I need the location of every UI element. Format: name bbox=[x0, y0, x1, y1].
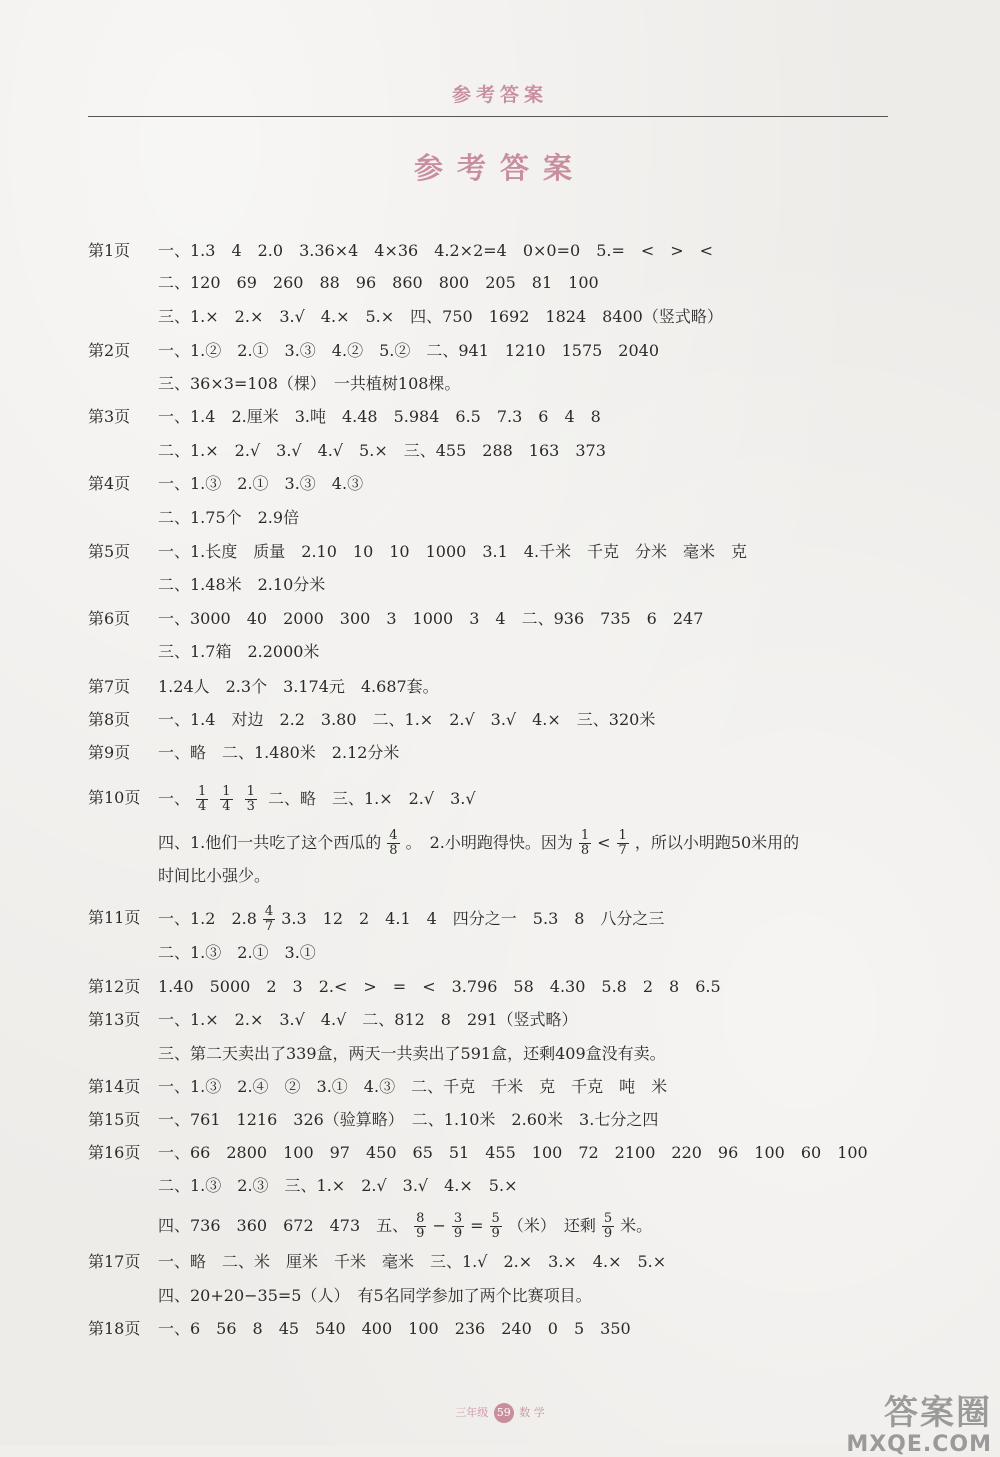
page-label: 第7页 bbox=[88, 677, 131, 696]
answer-text: 三、第二天卖出了339盒，两天一共卖出了591盒，还剩409盒没有卖。 bbox=[158, 1044, 666, 1063]
answer-text bbox=[158, 829, 799, 858]
denominator: 3 bbox=[246, 799, 255, 814]
numerator: 5 bbox=[491, 1211, 500, 1226]
page-title: 参考答案 bbox=[413, 151, 586, 185]
denominator: 4 bbox=[198, 799, 207, 814]
answer-text bbox=[158, 905, 664, 934]
numerator: 4 bbox=[389, 828, 398, 843]
answer-text: 1.40 5000 2 3 2.< > = < 3.796 58 4.30 5.8 2 8 6.5 bbox=[158, 977, 721, 996]
fraction bbox=[452, 1212, 464, 1241]
footer-grade: 三年级 bbox=[455, 1406, 489, 1419]
answer-text: 二、1.③ 2.① 3.① bbox=[158, 943, 316, 962]
page-label: 第6页 bbox=[88, 609, 131, 628]
page-label: 第3页 bbox=[88, 407, 131, 426]
fraction bbox=[602, 1212, 614, 1241]
answer-text: 一、1.③ 2.④ ② 3.① 4.③ 二、千克 千米 克 千克 吨 米 bbox=[158, 1077, 668, 1096]
numerator: 8 bbox=[416, 1211, 425, 1226]
answer-row bbox=[0, 240, 1000, 262]
page-label: 第4页 bbox=[88, 474, 131, 493]
answer-segment: 二、略 三、1.× 2.√ 3.√ bbox=[267, 789, 476, 808]
denominator: 8 bbox=[580, 843, 590, 858]
answer-text: 二、120 69 260 88 96 860 800 205 81 100 bbox=[158, 273, 599, 292]
answer-row bbox=[0, 709, 1000, 731]
answer-text: 一、6 56 8 45 540 400 100 236 240 0 5 350 bbox=[158, 1319, 631, 1338]
numerator: 1 bbox=[580, 828, 590, 843]
watermark-title: 答案圈 bbox=[884, 1393, 992, 1433]
page-label: 第1页 bbox=[88, 241, 131, 260]
answer-segment: 3.3 12 2 4.1 4 四分之一 5.3 8 八分之三 bbox=[281, 909, 665, 928]
answer-text: 一、1.③ 2.① 3.③ 4.③ bbox=[158, 474, 364, 493]
denominator: 7 bbox=[264, 919, 274, 934]
answer-row bbox=[0, 829, 1000, 857]
denominator: 9 bbox=[491, 1226, 500, 1241]
answer-segment: （米） 还剩 bbox=[507, 1216, 596, 1235]
answer-text: 时间比小强少。 bbox=[158, 866, 271, 885]
fraction bbox=[414, 1212, 426, 1241]
denominator: 9 bbox=[416, 1226, 425, 1241]
numerator: 1 bbox=[222, 784, 231, 799]
answer-row bbox=[0, 1318, 1000, 1340]
page-label: 第16页 bbox=[88, 1143, 141, 1162]
answer-text: 一、略 二、米 厘米 千米 毫米 三、1.√ 2.× 3.× 4.× 5.× bbox=[158, 1252, 667, 1271]
answer-row bbox=[0, 1142, 1000, 1164]
numerator: 1 bbox=[198, 784, 207, 799]
answer-text: 一、1.② 2.① 3.③ 4.② 5.② 二、941 1210 1575 2040 bbox=[158, 341, 660, 360]
numerator: 1 bbox=[246, 784, 255, 799]
denominator: 9 bbox=[453, 1226, 463, 1241]
answer-row bbox=[0, 976, 1000, 998]
answer-row bbox=[0, 1285, 1000, 1307]
answer-text: 一、略 二、1.480米 2.12分米 bbox=[158, 743, 400, 762]
answer-row bbox=[0, 784, 1000, 814]
page-label: 第14页 bbox=[88, 1077, 141, 1096]
running-header: 参考答案 bbox=[451, 84, 548, 106]
fraction bbox=[220, 785, 232, 814]
answer-text: 三、1.× 2.× 3.√ 4.× 5.× 四、750 1692 1824 8400（竖式略） bbox=[158, 307, 723, 326]
answer-row bbox=[0, 676, 1000, 698]
answer-row bbox=[0, 1109, 1000, 1131]
fraction bbox=[490, 1212, 502, 1241]
header-divider bbox=[88, 116, 888, 117]
answer-row bbox=[0, 340, 1000, 362]
answer-segment: = bbox=[470, 1216, 484, 1235]
answer-text: 二、1.③ 2.③ 三、1.× 2.√ 3.√ 4.× 5.× bbox=[158, 1176, 518, 1195]
answer-text bbox=[158, 1212, 652, 1241]
answer-text: 三、36×3=108（棵） 一共植树108棵。 bbox=[158, 374, 461, 393]
denominator: 9 bbox=[603, 1226, 613, 1241]
answer-row bbox=[0, 406, 1000, 428]
answer-row bbox=[0, 904, 1000, 934]
answer-row bbox=[0, 942, 1000, 964]
answer-text: 一、761 1216 326（验算略） 二、1.10米 2.60米 3.七分之四 bbox=[158, 1110, 659, 1129]
footer-subject: 数 学 bbox=[519, 1406, 545, 1419]
watermark-url: MXQE.COM bbox=[846, 1432, 992, 1457]
answer-text: 1.24人 2.3个 3.174元 4.687套。 bbox=[158, 677, 439, 696]
answer-text: 一、1.× 2.× 3.√ 4.√ 二、812 8 291（竖式略） bbox=[158, 1010, 578, 1029]
answer-row bbox=[0, 440, 1000, 462]
page-label: 第15页 bbox=[88, 1110, 141, 1129]
fraction bbox=[617, 829, 629, 858]
page-label: 第10页 bbox=[88, 788, 141, 807]
denominator: 4 bbox=[222, 799, 231, 814]
answer-row bbox=[0, 507, 1000, 529]
fraction bbox=[387, 829, 399, 858]
fraction bbox=[245, 785, 257, 814]
answer-row bbox=[0, 742, 1000, 764]
answer-text: 一、1.4 2.厘米 3.吨 4.48 5.984 6.5 7.3 6 4 8 bbox=[158, 407, 601, 426]
page-label: 第8页 bbox=[88, 710, 131, 729]
answer-text: 二、1.75个 2.9倍 bbox=[158, 508, 300, 527]
page-label: 第13页 bbox=[88, 1010, 141, 1029]
answer-segment: < bbox=[597, 833, 611, 852]
page-label: 第18页 bbox=[88, 1319, 141, 1338]
answer-text: 一、1.4 对边 2.2 3.80 二、1.× 2.√ 3.√ 4.× 三、320米 bbox=[158, 710, 656, 729]
answer-row bbox=[0, 1251, 1000, 1273]
page-label: 第17页 bbox=[88, 1252, 141, 1271]
answer-text: 一、3000 40 2000 300 3 1000 3 4 二、936 735 6 247 bbox=[158, 609, 704, 628]
answer-text: 二、1.× 2.√ 3.√ 4.√ 5.× 三、455 288 163 373 bbox=[158, 441, 606, 460]
answer-row bbox=[0, 1043, 1000, 1065]
fraction bbox=[263, 905, 275, 934]
answer-segment: − bbox=[432, 1216, 446, 1235]
page-label: 第12页 bbox=[88, 977, 141, 996]
numerator: 1 bbox=[618, 828, 627, 843]
answer-text bbox=[158, 785, 476, 814]
answer-row bbox=[0, 1175, 1000, 1197]
numerator: 3 bbox=[453, 1211, 463, 1226]
denominator: 8 bbox=[389, 843, 398, 858]
answer-row bbox=[0, 641, 1000, 663]
answer-row bbox=[0, 306, 1000, 328]
page-label: 第5页 bbox=[88, 542, 131, 561]
fraction bbox=[196, 785, 208, 814]
fraction bbox=[579, 829, 591, 858]
answer-segment: ，所以小明跑50米用的 bbox=[634, 833, 800, 852]
answer-segment: 。 2.小明跑得快。因为 bbox=[405, 833, 573, 852]
answer-segment: 一、 bbox=[158, 789, 191, 808]
page-label: 第11页 bbox=[88, 908, 141, 927]
watermark-logo bbox=[792, 1385, 992, 1457]
answer-text: 三、1.7箱 2.2000米 bbox=[158, 642, 320, 661]
answer-row bbox=[0, 1076, 1000, 1098]
answer-segment: 四、1.他们一共吃了这个西瓜的 bbox=[158, 833, 382, 852]
answer-text: 四、20+20−35=5（人） 有5名同学参加了两个比赛项目。 bbox=[158, 1286, 592, 1305]
page-number: 59 bbox=[494, 1403, 514, 1423]
answer-row bbox=[0, 865, 1000, 887]
answer-segment: 米。 bbox=[620, 1216, 653, 1235]
page-label: 第9页 bbox=[88, 743, 131, 762]
answer-text: 一、1.长度 质量 2.10 10 10 1000 3.1 4.千米 千克 分米 毫米 克 bbox=[158, 542, 748, 561]
answer-segment: 四、736 360 672 473 五、 bbox=[158, 1216, 409, 1235]
answer-text: 一、66 2800 100 97 450 65 51 455 100 72 2100 220 96 100 60 100 bbox=[158, 1143, 868, 1162]
numerator: 4 bbox=[264, 904, 274, 919]
answer-row bbox=[0, 608, 1000, 630]
answer-row bbox=[0, 574, 1000, 596]
answer-segment: 一、1.2 2.8 bbox=[158, 909, 257, 928]
answer-row bbox=[0, 541, 1000, 563]
page-label: 第2页 bbox=[88, 341, 131, 360]
answer-row bbox=[0, 1009, 1000, 1031]
answer-row bbox=[0, 272, 1000, 294]
answer-row bbox=[0, 373, 1000, 395]
numerator: 5 bbox=[603, 1211, 613, 1226]
answer-row bbox=[0, 1212, 1000, 1240]
answer-text: 二、1.48米 2.10分米 bbox=[158, 575, 326, 594]
denominator: 7 bbox=[618, 843, 627, 858]
answer-row bbox=[0, 473, 1000, 495]
answer-text: 一、1.3 4 2.0 3.36×4 4×36 4.2×2=4 0×0=0 5.= < > < bbox=[158, 241, 714, 260]
